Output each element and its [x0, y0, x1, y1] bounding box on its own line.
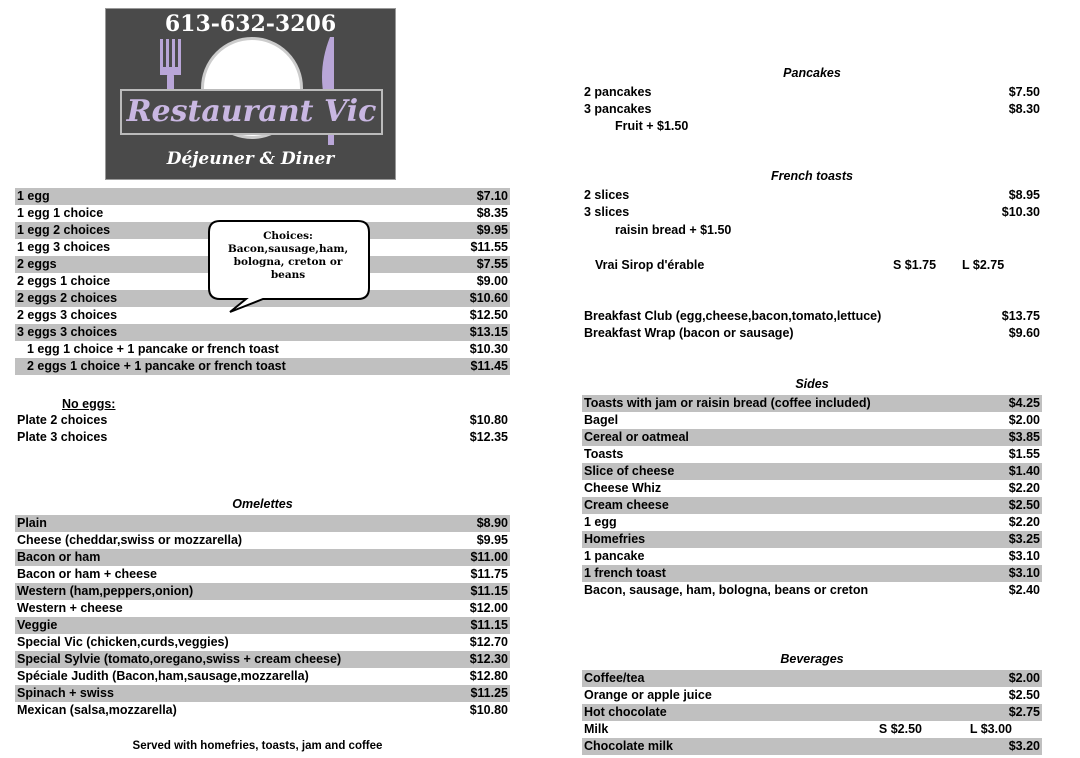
- item-price: $10.80: [469, 703, 508, 717]
- item-price: $11.45: [470, 359, 508, 373]
- item-price: $2.50: [1008, 498, 1040, 512]
- menu-row: [15, 358, 510, 375]
- item-label: 3 eggs 3 choices: [17, 325, 118, 339]
- menu-row: [582, 463, 1042, 480]
- item-price: $9.95: [476, 223, 508, 237]
- item-price: $11.15: [470, 618, 508, 632]
- menu-row: [582, 514, 1042, 531]
- item-price: $13.75: [1001, 309, 1040, 323]
- menu-row: [582, 395, 1042, 412]
- item-label: Spinach + swiss: [17, 686, 114, 700]
- menu-row: [582, 738, 1042, 755]
- menu-row: [582, 670, 1042, 687]
- item-price: $7.50: [1008, 85, 1040, 99]
- menu-row: [15, 532, 510, 549]
- menu-row: [15, 324, 510, 341]
- item-price: $8.35: [476, 206, 508, 220]
- menu-row: [15, 583, 510, 600]
- restaurant-subtitle: Déjeuner & Diner: [166, 149, 335, 169]
- item-price: $12.50: [469, 308, 508, 322]
- item-label: Hot chocolate: [584, 705, 667, 719]
- menu-row: [15, 412, 510, 429]
- menu-row: [582, 412, 1042, 429]
- item-price: $4.25: [1008, 396, 1040, 410]
- french-toasts-extra: raisin bread + $1.50: [615, 223, 732, 237]
- item-price: $13.15: [469, 325, 508, 339]
- item-label: 2 eggs 2 choices: [17, 291, 118, 305]
- item-price: $8.95: [1008, 188, 1040, 202]
- restaurant-name: Restaurant Vic: [126, 94, 377, 129]
- item-label: Breakfast Wrap (bacon or sausage): [584, 326, 794, 340]
- item-label: Bagel: [584, 413, 619, 427]
- menu-row: [582, 704, 1042, 721]
- menu-row: [15, 600, 510, 617]
- item-price: $2.75: [1008, 705, 1040, 719]
- item-label: Milk: [584, 722, 609, 736]
- item-label: 1 french toast: [584, 566, 666, 580]
- menu-row: [15, 702, 510, 719]
- bubble-text: [218, 230, 358, 282]
- menu-row: [15, 341, 510, 358]
- item-label: Slice of cheese: [584, 464, 675, 478]
- item-price: $2.20: [1008, 515, 1040, 529]
- french-toasts-title: French toasts: [771, 169, 853, 183]
- item-price: $12.80: [469, 669, 508, 683]
- beverages-title: Beverages: [780, 652, 844, 666]
- item-price: $10.30: [469, 342, 508, 356]
- item-price: $1.40: [1008, 464, 1040, 478]
- menu-row: [582, 187, 1042, 204]
- phone-number: 613-632-3206: [164, 11, 337, 37]
- item-price: $2.00: [1008, 413, 1040, 427]
- item-price: $12.00: [469, 601, 508, 615]
- menu-row: [582, 446, 1042, 463]
- item-label: 1 egg 3 choices: [17, 240, 111, 254]
- item-label: Cereal or oatmeal: [584, 430, 689, 444]
- menu-row: [15, 668, 510, 685]
- item-label: 1 egg 1 choice + 1 pancake or french toast: [27, 342, 279, 356]
- item-label: 1 egg: [584, 515, 617, 529]
- item-label: 1 pancake: [584, 549, 645, 563]
- syrup-large-price: L $2.75: [962, 258, 1005, 272]
- item-price: $2.00: [1008, 671, 1040, 685]
- item-price: $3.25: [1008, 532, 1040, 546]
- bubble-body: Bacon,sausage,ham, bologna, creton or beans: [227, 243, 349, 281]
- item-label: Bacon or ham: [17, 550, 101, 564]
- menu-row: [582, 429, 1042, 446]
- item-price: $7.55: [476, 257, 508, 271]
- item-label: Special Sylvie (tomato,oregano,swiss + cream cheese): [17, 652, 342, 666]
- menu-row: [15, 566, 510, 583]
- item-label: Mexican (salsa,mozzarella): [17, 703, 177, 717]
- menu-row: [582, 565, 1042, 582]
- omelettes-title: Omelettes: [232, 497, 293, 511]
- menu-row: [582, 101, 1042, 118]
- menu-row: [15, 549, 510, 566]
- item-label: Bacon, sausage, ham, bologna, beans or creton: [584, 583, 869, 597]
- item-label: Bacon or ham + cheese: [17, 567, 157, 581]
- item-price: $7.10: [476, 189, 508, 203]
- no-eggs-title: No eggs:: [62, 397, 116, 411]
- menu-row: [582, 84, 1042, 101]
- item-label: 3 pancakes: [584, 102, 652, 116]
- item-price: $11.55: [470, 240, 508, 254]
- item-price: $3.10: [1008, 549, 1040, 563]
- menu-row: [15, 188, 510, 205]
- item-price: $11.00: [470, 550, 508, 564]
- item-price: $11.15: [470, 584, 508, 598]
- item-price: $11.75: [470, 567, 508, 581]
- item-label: 3 slices: [584, 205, 630, 219]
- item-label: Breakfast Club (egg,cheese,bacon,tomato,lettuce): [584, 309, 882, 323]
- item-price: $8.90: [476, 516, 508, 530]
- item-price: $8.30: [1008, 102, 1040, 116]
- item-label: Special Vic (chicken,curds,veggies): [17, 635, 229, 649]
- item-label: Chocolate milk: [584, 739, 673, 753]
- item-label: Cream cheese: [584, 498, 669, 512]
- item-price: $12.30: [469, 652, 508, 666]
- milk-small-price: S $2.50: [878, 722, 922, 736]
- menu-row: [582, 582, 1042, 599]
- item-label: 2 eggs: [17, 257, 57, 271]
- item-label: 2 pancakes: [584, 85, 652, 99]
- item-price: $9.00: [476, 274, 508, 288]
- item-label: Spéciale Judith (Bacon,ham,sausage,mozzarella): [17, 669, 309, 683]
- item-label: 2 eggs 1 choice: [17, 274, 111, 288]
- menu-row: [582, 325, 1042, 342]
- menu-row: [582, 480, 1042, 497]
- item-price: $12.35: [469, 430, 508, 444]
- item-label: 1 egg: [17, 189, 50, 203]
- item-label: 2 eggs 1 choice + 1 pancake or french toast: [27, 359, 286, 373]
- syrup-small-price: S $1.75: [893, 258, 937, 272]
- item-label: Plain: [17, 516, 47, 530]
- item-label: Coffee/tea: [584, 671, 645, 685]
- menu-row: [582, 548, 1042, 565]
- item-price: $2.20: [1008, 481, 1040, 495]
- item-label: Western + cheese: [17, 601, 123, 615]
- item-price: $9.95: [476, 533, 508, 547]
- menu-row: [582, 721, 1042, 738]
- item-price: $1.55: [1008, 447, 1040, 461]
- item-price: $2.50: [1008, 688, 1040, 702]
- menu-row: [582, 308, 1042, 325]
- menu-row: [582, 531, 1042, 548]
- menu-row: [582, 687, 1042, 704]
- omelettes-footer: Served with homefries, toasts, jam and coffee: [132, 740, 383, 752]
- item-label: Plate 2 choices: [17, 413, 108, 427]
- syrup-label: Vrai Sirop d'érable: [595, 258, 705, 272]
- item-label: Orange or apple juice: [584, 688, 712, 702]
- item-price: $10.80: [469, 413, 508, 427]
- item-price: $10.60: [469, 291, 508, 305]
- item-price: $9.60: [1008, 326, 1040, 340]
- menu-row: [15, 651, 510, 668]
- pancakes-title: Pancakes: [783, 66, 841, 80]
- menu-row: [15, 685, 510, 702]
- item-price: $2.40: [1008, 583, 1040, 597]
- bubble-title: Choices:: [263, 230, 313, 242]
- menu-row: [15, 429, 510, 446]
- sides-title: Sides: [795, 377, 829, 391]
- menu-row: [15, 515, 510, 532]
- pancakes-extra: Fruit + $1.50: [615, 119, 689, 133]
- choices-bubble: [208, 220, 368, 300]
- item-label: 1 egg 1 choice: [17, 206, 104, 220]
- item-label: Toasts: [584, 447, 624, 461]
- item-label: Plate 3 choices: [17, 430, 108, 444]
- item-label: 2 slices: [584, 188, 630, 202]
- item-price: $10.30: [1001, 205, 1040, 219]
- item-label: Veggie: [17, 618, 58, 632]
- menu-row: [15, 634, 510, 651]
- milk-large-price: L $3.00: [969, 722, 1012, 736]
- item-price: $3.10: [1008, 566, 1040, 580]
- item-label: 1 egg 2 choices: [17, 223, 111, 237]
- item-label: Cheese Whiz: [584, 481, 662, 495]
- item-label: 2 eggs 3 choices: [17, 308, 118, 322]
- item-label: Homefries: [584, 532, 646, 546]
- menu-row: [15, 617, 510, 634]
- item-label: Cheese (cheddar,swiss or mozzarella): [17, 533, 243, 547]
- item-price: $3.85: [1008, 430, 1040, 444]
- item-price: $3.20: [1008, 739, 1040, 753]
- item-label: Western (ham,peppers,onion): [17, 584, 194, 598]
- restaurant-logo: [105, 8, 396, 180]
- menu-row: [582, 204, 1042, 221]
- item-price: $11.25: [470, 686, 508, 700]
- item-price: $12.70: [469, 635, 508, 649]
- menu-row: [582, 497, 1042, 514]
- item-label: Toasts with jam or raisin bread (coffee included): [584, 396, 871, 410]
